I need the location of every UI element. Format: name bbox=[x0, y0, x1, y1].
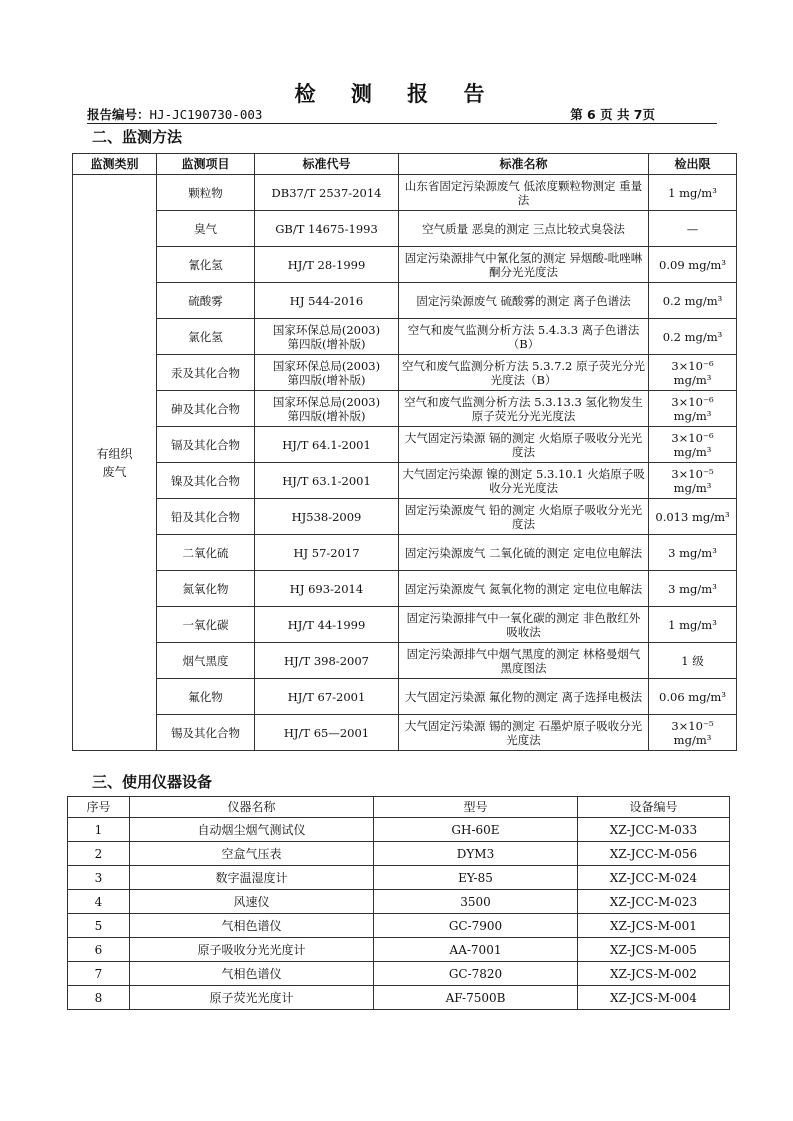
item-cell: 锡及其化合物 bbox=[157, 715, 255, 751]
limit-cell: 3×10⁻⁵ mg/m³ bbox=[649, 715, 737, 751]
seq-cell: 1 bbox=[68, 818, 130, 842]
device-id-cell: XZ-JCC-M-023 bbox=[578, 890, 730, 914]
limit-cell: 1 mg/m³ bbox=[649, 607, 737, 643]
code-cell: HJ/T 28-1999 bbox=[255, 247, 399, 283]
code-cell: HJ 57-2017 bbox=[255, 535, 399, 571]
model-cell: DYM3 bbox=[374, 842, 578, 866]
limit-cell: 0.2 mg/m³ bbox=[649, 283, 737, 319]
table-row bbox=[68, 986, 730, 1010]
code-cell: HJ 693-2014 bbox=[255, 571, 399, 607]
instrument-name-cell: 气相色谱仪 bbox=[130, 914, 374, 938]
instrument-name-cell: 风速仪 bbox=[130, 890, 374, 914]
report-number-value: HJ-JC190730-003 bbox=[149, 107, 263, 122]
code-cell: 国家环保总局(2003) 第四版(增补版) bbox=[255, 319, 399, 355]
header-standard-name: 标准名称 bbox=[399, 154, 649, 175]
limit-cell: 3 mg/m³ bbox=[649, 571, 737, 607]
seq-cell: 8 bbox=[68, 986, 130, 1010]
seq-cell: 5 bbox=[68, 914, 130, 938]
standard-name-cell: 固定污染源废气 氮氧化物的测定 定电位电解法 bbox=[399, 571, 649, 607]
item-cell: 颗粒物 bbox=[157, 175, 255, 211]
standard-name-cell: 大气固定污染源 锡的测定 石墨炉原子吸收分光光度法 bbox=[399, 715, 649, 751]
device-id-cell: XZ-JCS-M-005 bbox=[578, 938, 730, 962]
item-cell: 硫酸雾 bbox=[157, 283, 255, 319]
limit-cell: 1 级 bbox=[649, 643, 737, 679]
device-id-cell: XZ-JCC-M-033 bbox=[578, 818, 730, 842]
page-indicator: 第 6 页 共 7页 bbox=[570, 107, 655, 122]
section-equipment-title: 三、使用仪器设备 bbox=[92, 773, 213, 791]
table-row bbox=[73, 175, 737, 211]
header-seq: 序号 bbox=[68, 797, 130, 818]
limit-cell: 0.2 mg/m³ bbox=[649, 319, 737, 355]
item-cell: 二氧化硫 bbox=[157, 535, 255, 571]
table-row bbox=[73, 679, 737, 715]
report-number bbox=[87, 105, 262, 123]
code-cell: HJ/T 63.1-2001 bbox=[255, 463, 399, 499]
standard-name-cell: 固定污染源废气 硫酸雾的测定 离子色谱法 bbox=[399, 283, 649, 319]
table-row bbox=[73, 643, 737, 679]
instrument-name-cell: 原子荧光光度计 bbox=[130, 986, 374, 1010]
table-row bbox=[73, 319, 737, 355]
category-cell: 有组织 废气 bbox=[73, 175, 157, 751]
seq-cell: 2 bbox=[68, 842, 130, 866]
limit-cell: 0.09 mg/m³ bbox=[649, 247, 737, 283]
table-row bbox=[68, 866, 730, 890]
header-instrument-name: 仪器名称 bbox=[130, 797, 374, 818]
table-row bbox=[73, 535, 737, 571]
standard-name-cell: 空气和废气监测分析方法 5.4.3.3 离子色谱法（B） bbox=[399, 319, 649, 355]
methods-table bbox=[72, 153, 737, 751]
seq-cell: 7 bbox=[68, 962, 130, 986]
code-cell: 国家环保总局(2003) 第四版(增补版) bbox=[255, 391, 399, 427]
limit-cell: 3 mg/m³ bbox=[649, 535, 737, 571]
standard-name-cell: 固定污染源排气中一氧化碳的测定 非色散红外吸收法 bbox=[399, 607, 649, 643]
seq-cell: 3 bbox=[68, 866, 130, 890]
equipment-header-row bbox=[68, 797, 730, 818]
report-title: 检 测 报 告 bbox=[294, 82, 499, 106]
instrument-name-cell: 气相色谱仪 bbox=[130, 962, 374, 986]
device-id-cell: XZ-JCS-M-001 bbox=[578, 914, 730, 938]
standard-name-cell: 空气和废气监测分析方法 5.3.13.3 氢化物发生 原子荧光分光光度法 bbox=[399, 391, 649, 427]
header-item: 监测项目 bbox=[157, 154, 255, 175]
standard-name-cell: 空气质量 恶臭的测定 三点比较式臭袋法 bbox=[399, 211, 649, 247]
code-cell: 国家环保总局(2003) 第四版(增补版) bbox=[255, 355, 399, 391]
table-row bbox=[68, 842, 730, 866]
header-detection-limit: 检出限 bbox=[649, 154, 737, 175]
header-code: 标准代号 bbox=[255, 154, 399, 175]
item-cell: 汞及其化合物 bbox=[157, 355, 255, 391]
methods-header-row bbox=[73, 154, 737, 175]
item-cell: 氟化物 bbox=[157, 679, 255, 715]
item-cell: 臭气 bbox=[157, 211, 255, 247]
table-row bbox=[73, 247, 737, 283]
header-category: 监测类别 bbox=[73, 154, 157, 175]
limit-cell: 3×10⁻⁶ mg/m³ bbox=[649, 355, 737, 391]
limit-cell: 1 mg/m³ bbox=[649, 175, 737, 211]
table-row bbox=[73, 499, 737, 535]
device-id-cell: XZ-JCS-M-002 bbox=[578, 962, 730, 986]
table-row bbox=[73, 391, 737, 427]
model-cell: AA-7001 bbox=[374, 938, 578, 962]
device-id-cell: XZ-JCC-M-024 bbox=[578, 866, 730, 890]
item-cell: 烟气黑度 bbox=[157, 643, 255, 679]
standard-name-cell: 固定污染源废气 二氧化硫的测定 定电位电解法 bbox=[399, 535, 649, 571]
instrument-name-cell: 原子吸收分光光度计 bbox=[130, 938, 374, 962]
limit-cell: 3×10⁻⁶ mg/m³ bbox=[649, 391, 737, 427]
limit-cell: — bbox=[649, 211, 737, 247]
item-cell: 氯化氢 bbox=[157, 319, 255, 355]
item-cell: 镉及其化合物 bbox=[157, 427, 255, 463]
limit-cell: 3×10⁻⁶ mg/m³ bbox=[649, 427, 737, 463]
limit-cell: 0.013 mg/m³ bbox=[649, 499, 737, 535]
table-row bbox=[68, 914, 730, 938]
instrument-name-cell: 数字温湿度计 bbox=[130, 866, 374, 890]
model-cell: AF-7500B bbox=[374, 986, 578, 1010]
header-model: 型号 bbox=[374, 797, 578, 818]
standard-name-cell: 固定污染源排气中氰化氢的测定 异烟酸-吡唑啉酮分光光度法 bbox=[399, 247, 649, 283]
code-cell: HJ/T 67-2001 bbox=[255, 679, 399, 715]
equipment-table bbox=[67, 796, 730, 1010]
item-cell: 氰化氢 bbox=[157, 247, 255, 283]
standard-name-cell: 大气固定污染源 镍的测定 5.3.10.1 火焰原子吸收分光光度法 bbox=[399, 463, 649, 499]
code-cell: HJ/T 64.1-2001 bbox=[255, 427, 399, 463]
table-row bbox=[73, 571, 737, 607]
code-cell: HJ/T 398-2007 bbox=[255, 643, 399, 679]
table-row bbox=[68, 890, 730, 914]
section-methods-title: 二、监测方法 bbox=[92, 128, 183, 146]
model-cell: GC-7820 bbox=[374, 962, 578, 986]
code-cell: GB/T 14675-1993 bbox=[255, 211, 399, 247]
code-cell: HJ538-2009 bbox=[255, 499, 399, 535]
standard-name-cell: 山东省固定污染源废气 低浓度颗粒物测定 重量法 bbox=[399, 175, 649, 211]
report-number-label: 报告编号： bbox=[87, 107, 150, 122]
table-row bbox=[73, 463, 737, 499]
table-row bbox=[73, 355, 737, 391]
model-cell: 3500 bbox=[374, 890, 578, 914]
standard-name-cell: 固定污染源废气 铅的测定 火焰原子吸收分光光度法 bbox=[399, 499, 649, 535]
table-row bbox=[68, 818, 730, 842]
device-id-cell: XZ-JCS-M-004 bbox=[578, 986, 730, 1010]
standard-name-cell: 空气和废气监测分析方法 5.3.7.2 原子荧光分光光度法（B） bbox=[399, 355, 649, 391]
table-row bbox=[68, 938, 730, 962]
standard-name-cell: 固定污染源排气中烟气黑度的测定 林格曼烟气黑度图法 bbox=[399, 643, 649, 679]
seq-cell: 4 bbox=[68, 890, 130, 914]
code-cell: HJ/T 65—2001 bbox=[255, 715, 399, 751]
table-row bbox=[68, 962, 730, 986]
table-row bbox=[73, 715, 737, 751]
table-row bbox=[73, 211, 737, 247]
item-cell: 铅及其化合物 bbox=[157, 499, 255, 535]
model-cell: EY-85 bbox=[374, 866, 578, 890]
instrument-name-cell: 空盒气压表 bbox=[130, 842, 374, 866]
limit-cell: 0.06 mg/m³ bbox=[649, 679, 737, 715]
code-cell: HJ 544-2016 bbox=[255, 283, 399, 319]
standard-name-cell: 大气固定污染源 氟化物的测定 离子选择电极法 bbox=[399, 679, 649, 715]
model-cell: GC-7900 bbox=[374, 914, 578, 938]
item-cell: 氮氧化物 bbox=[157, 571, 255, 607]
model-cell: GH-60E bbox=[374, 818, 578, 842]
header-device-id: 设备编号 bbox=[578, 797, 730, 818]
instrument-name-cell: 自动烟尘烟气测试仪 bbox=[130, 818, 374, 842]
item-cell: 镍及其化合物 bbox=[157, 463, 255, 499]
report-header bbox=[87, 105, 717, 124]
item-cell: 一氧化碳 bbox=[157, 607, 255, 643]
limit-cell: 3×10⁻⁵ mg/m³ bbox=[649, 463, 737, 499]
seq-cell: 6 bbox=[68, 938, 130, 962]
table-row bbox=[73, 427, 737, 463]
table-row bbox=[73, 607, 737, 643]
item-cell: 砷及其化合物 bbox=[157, 391, 255, 427]
table-row bbox=[73, 283, 737, 319]
device-id-cell: XZ-JCC-M-056 bbox=[578, 842, 730, 866]
standard-name-cell: 大气固定污染源 镉的测定 火焰原子吸收分光光度法 bbox=[399, 427, 649, 463]
code-cell: HJ/T 44-1999 bbox=[255, 607, 399, 643]
code-cell: DB37/T 2537-2014 bbox=[255, 175, 399, 211]
